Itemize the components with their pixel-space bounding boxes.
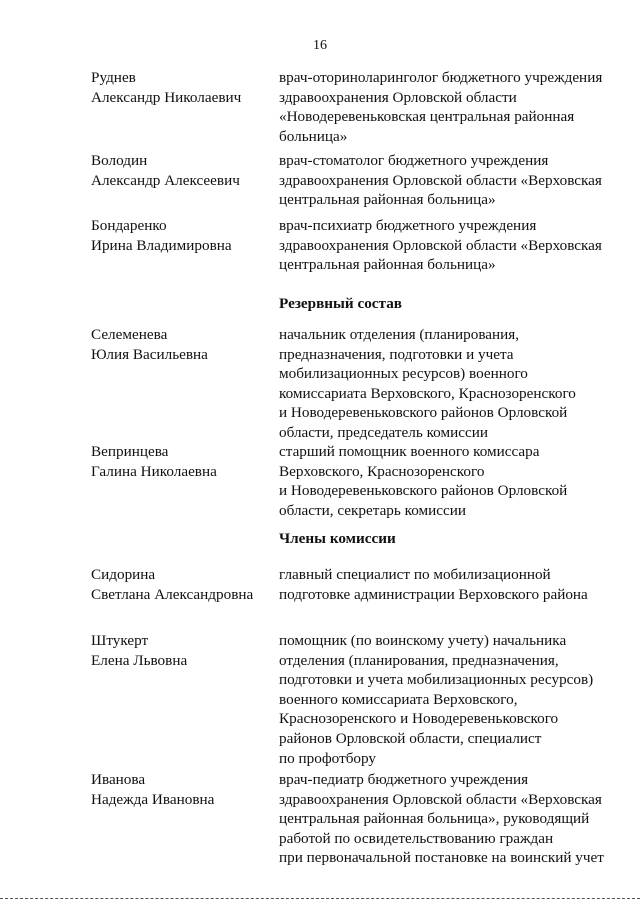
role-line: военного комиссариата Верховского, (279, 690, 518, 708)
role-line: и Новодеревеньковского районов Орловской (279, 404, 568, 422)
person-name (91, 151, 271, 190)
person-name (91, 68, 271, 107)
role-line: работой по освидетельствованию граждан (279, 829, 554, 847)
role-line: здравоохранения Орловской области «Верховская (279, 790, 602, 808)
role-line: врач-психиатр бюджетного учреждения (279, 217, 537, 234)
person-name (91, 325, 271, 364)
surname: Сидорина (91, 566, 156, 583)
role-line: комиссариата Верховского, Краснозоренского (279, 384, 576, 402)
role-line: Краснозоренского и Новодеревеньковского (279, 710, 559, 728)
role-line: центральная районная больница», руководящий (279, 810, 590, 828)
role-line: врач-оториноларинголог бюджетного учреждения (279, 69, 603, 86)
role-line: предназначения, подготовки и учета (279, 345, 514, 363)
person-role (279, 770, 619, 868)
surname: Штукерт (91, 632, 149, 649)
role-line: больница» (279, 127, 348, 145)
surname: Селеменева (91, 326, 168, 343)
role-line: центральная районная больница» (279, 191, 496, 209)
section-heading-reserve: Резервный состав (279, 295, 402, 312)
person-role (279, 442, 619, 520)
person-name (91, 442, 271, 481)
role-line: здравоохранения Орловской области «Верховская (279, 171, 602, 189)
section-heading-members: Члены комиссии (279, 530, 396, 547)
role-line: старший помощник военного комиссара (279, 443, 540, 460)
role-line: «Новодеревеньковская центральная районная (279, 108, 575, 126)
person-role (279, 216, 619, 275)
role-line: отделения (планирования, предназначения, (279, 651, 559, 669)
given-names: Александр Николаевич (91, 88, 242, 106)
given-names: Елена Львовна (91, 651, 188, 669)
page-bottom-rule (0, 898, 640, 899)
given-names: Галина Николаевна (91, 462, 217, 480)
role-line: Верховского, Краснозоренского (279, 462, 485, 480)
role-line: здравоохранения Орловской области «Верховская (279, 236, 602, 254)
role-line: области, секретарь комиссии (279, 501, 467, 519)
person-role (279, 68, 619, 146)
role-line: центральная районная больница» (279, 256, 496, 274)
person-role (279, 631, 619, 768)
role-line: подготовки и учета мобилизационных ресурсов) (279, 671, 594, 689)
given-names: Ирина Владимировна (91, 236, 232, 254)
surname: Бондаренко (91, 217, 167, 234)
role-line: при первоначальной постановке на воинский учет (279, 849, 604, 867)
role-line: и Новодеревеньковского районов Орловской (279, 482, 568, 500)
given-names: Александр Алексеевич (91, 171, 240, 189)
surname: Володин (91, 152, 148, 169)
given-names: Светлана Александровна (91, 585, 254, 603)
person-role (279, 565, 619, 604)
person-name (91, 770, 271, 809)
role-line: области, председатель комиссии (279, 423, 488, 441)
person-name (91, 565, 271, 604)
role-line: врач-педиатр бюджетного учреждения (279, 771, 529, 788)
role-line: по профотбору (279, 749, 377, 767)
person-role (279, 325, 619, 443)
surname: Иванова (91, 771, 146, 788)
person-role (279, 151, 619, 210)
surname: Руднев (91, 69, 136, 86)
given-names: Надежда Ивановна (91, 790, 215, 808)
surname: Вепринцева (91, 443, 169, 460)
given-names: Юлия Васильевна (91, 345, 208, 363)
role-line: главный специалист по мобилизационной (279, 566, 551, 583)
role-line: начальник отделения (планирования, (279, 326, 520, 343)
role-line: районов Орловской области, специалист (279, 729, 542, 747)
role-line: помощник (по воинскому учету) начальника (279, 632, 567, 649)
person-name (91, 216, 271, 255)
role-line: мобилизационных ресурсов) военного (279, 365, 528, 383)
person-name (91, 631, 271, 670)
role-line: подготовке администрации Верховского района (279, 585, 588, 603)
role-line: врач-стоматолог бюджетного учреждения (279, 152, 549, 169)
page-number: 16 (313, 38, 327, 53)
role-line: здравоохранения Орловской области (279, 88, 517, 106)
